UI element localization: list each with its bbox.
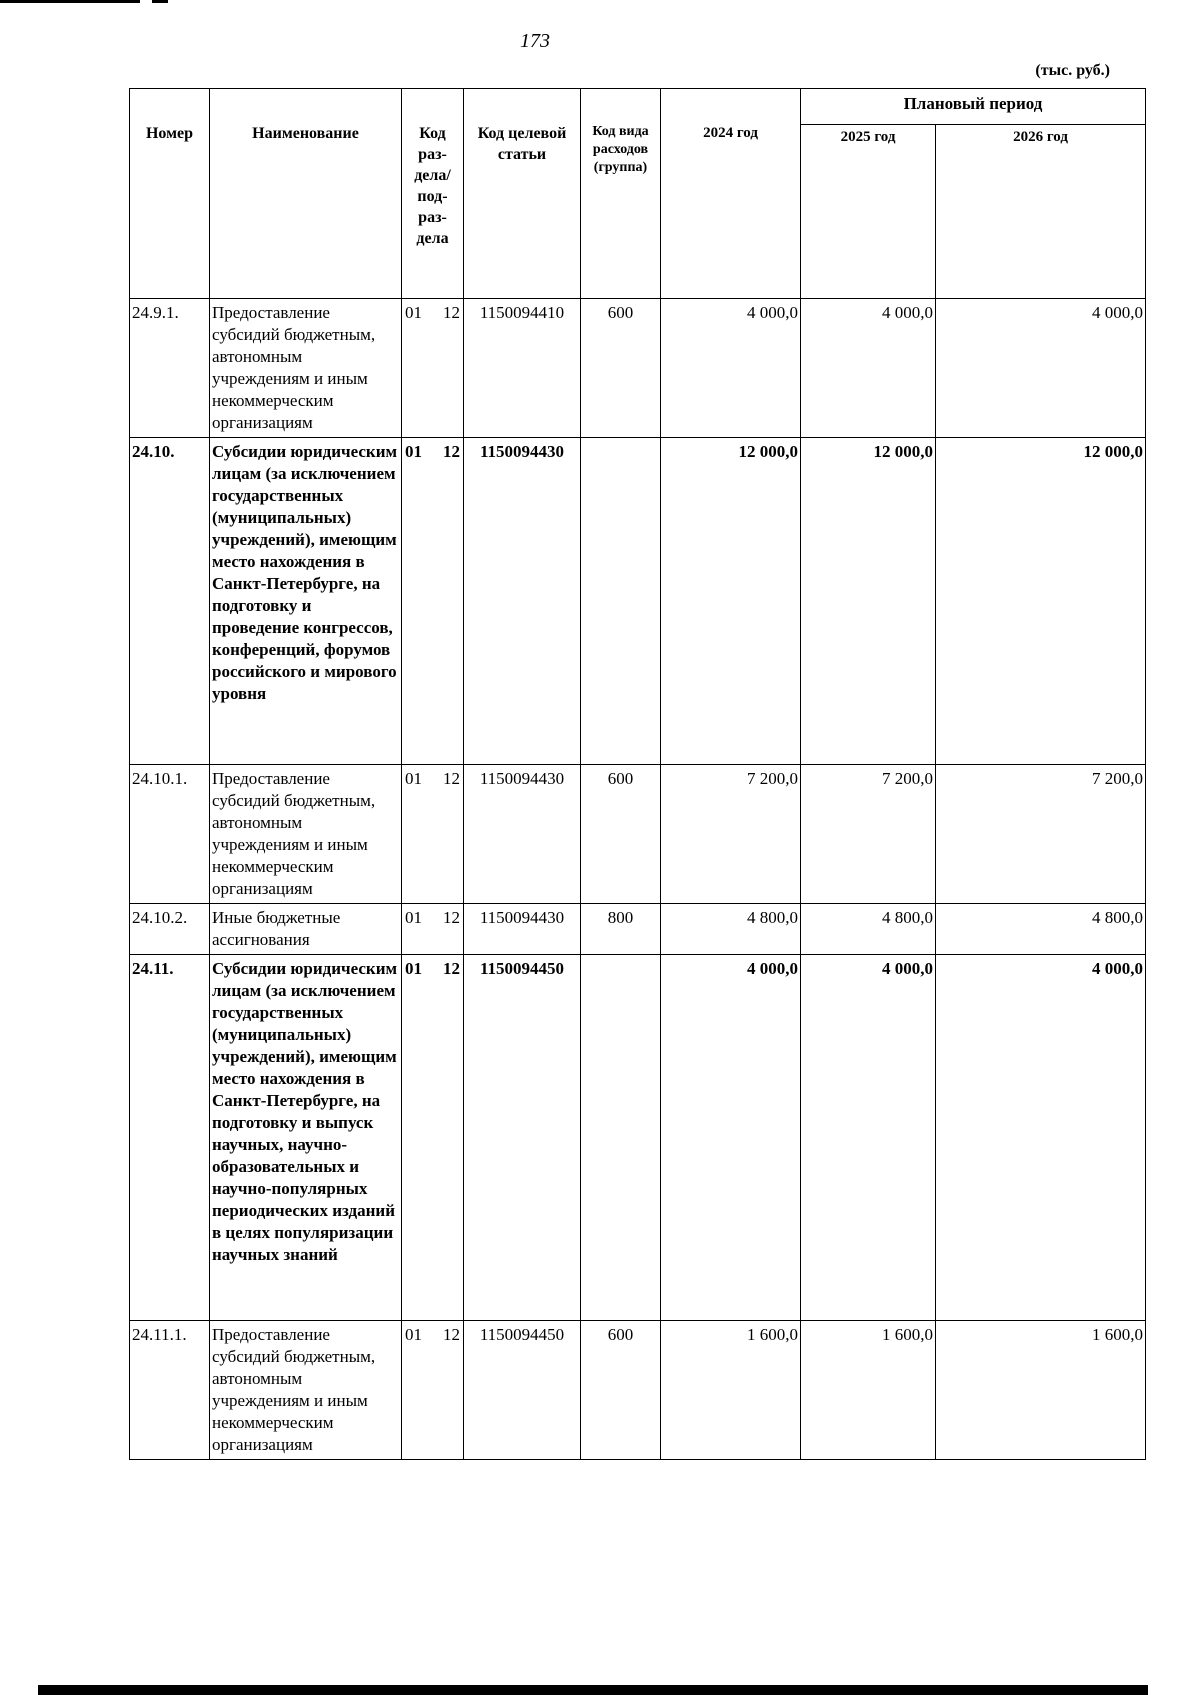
table-row: [130, 955, 1146, 1321]
row-razdel: [402, 438, 464, 765]
header-planning: Плановый период: [801, 89, 1146, 125]
row-razdel: [402, 299, 464, 438]
row-2024: 7 200,0: [661, 765, 801, 904]
podrazdel: 12: [443, 1325, 460, 1344]
row-number: 24.9.1.: [130, 299, 210, 438]
row-2025: 4 800,0: [801, 904, 936, 955]
row-2026: 4 800,0: [936, 904, 1146, 955]
row-exp-type: 600: [581, 1321, 661, 1460]
razdel-code: [404, 302, 461, 324]
podrazdel: 12: [443, 908, 460, 927]
table-row: [130, 299, 1146, 438]
top-rule: [0, 0, 140, 3]
row-target: 1150094410: [464, 299, 581, 438]
row-2025: 4 000,0: [801, 955, 936, 1321]
header-2026: 2026 год: [936, 125, 1146, 299]
row-razdel: [402, 904, 464, 955]
row-2024: 4 800,0: [661, 904, 801, 955]
units-note: (тыс. руб.): [1035, 62, 1110, 79]
razdel: 01: [405, 442, 422, 461]
table-row: [130, 765, 1146, 904]
row-2026: 4 000,0: [936, 955, 1146, 1321]
razdel-code: [404, 441, 461, 463]
table-row: [130, 904, 1146, 955]
top-rule-short: [152, 0, 168, 3]
razdel: 01: [405, 908, 422, 927]
row-target: 1150094450: [464, 955, 581, 1321]
row-2024: 4 000,0: [661, 955, 801, 1321]
row-2026: 1 600,0: [936, 1321, 1146, 1460]
budget-table: [129, 88, 1146, 1460]
row-number: 24.10.: [130, 438, 210, 765]
row-name: Предоставление субсидий бюджетным, автономным учреждениям и иным некоммерческим организациям: [210, 299, 402, 438]
row-name: Предоставление субсидий бюджетным, автономным учреждениям и иным некоммерческим организациям: [210, 1321, 402, 1460]
row-2025: 4 000,0: [801, 299, 936, 438]
row-2026: 7 200,0: [936, 765, 1146, 904]
podrazdel: 12: [443, 959, 460, 978]
row-exp-type: [581, 955, 661, 1321]
header-name: Наименование: [210, 89, 402, 299]
row-razdel: [402, 1321, 464, 1460]
page-number: 173: [520, 30, 550, 52]
row-target: 1150094430: [464, 904, 581, 955]
header-2024: 2024 год: [661, 89, 801, 299]
row-target: 1150094430: [464, 765, 581, 904]
row-name: Субсидии юридическим лицам (за исключением государственных (муниципальных) учреждений), имеющим место нахождения в Санкт-Петербурге, на подготовку и проведение конгрессов, конференций, форумов российского и мирового уровня: [210, 438, 402, 765]
row-target: 1150094430: [464, 438, 581, 765]
row-2026: 4 000,0: [936, 299, 1146, 438]
razdel: 01: [405, 959, 422, 978]
row-2025: 12 000,0: [801, 438, 936, 765]
header-2025: 2025 год: [801, 125, 936, 299]
row-exp-type: 600: [581, 765, 661, 904]
row-number: 24.10.1.: [130, 765, 210, 904]
podrazdel: 12: [443, 303, 460, 322]
row-razdel: [402, 955, 464, 1321]
header-number: Номер: [130, 89, 210, 299]
table-row: [130, 438, 1146, 765]
row-number: 24.11.1.: [130, 1321, 210, 1460]
header-exp-type: Код вида расходов (группа): [581, 89, 661, 299]
row-2026: 12 000,0: [936, 438, 1146, 765]
razdel-code: [404, 768, 461, 790]
row-2024: 1 600,0: [661, 1321, 801, 1460]
header-target: Код целевой статьи: [464, 89, 581, 299]
podrazdel: 12: [443, 442, 460, 461]
row-exp-type: 600: [581, 299, 661, 438]
row-target: 1150094450: [464, 1321, 581, 1460]
row-2025: 7 200,0: [801, 765, 936, 904]
row-exp-type: [581, 438, 661, 765]
header-row-1: [130, 89, 1146, 125]
row-name: Иные бюджетные ассигнования: [210, 904, 402, 955]
row-name: Субсидии юридическим лицам (за исключением государственных (муниципальных) учреждений), имеющим место нахождения в Санкт-Петербурге, на подготовку и выпуск научных, научно-образовательных и научно-популярных периодических изданий в целях популяризации научных знаний: [210, 955, 402, 1321]
razdel-code: [404, 1324, 461, 1346]
row-2024: 12 000,0: [661, 438, 801, 765]
row-name: Предоставление субсидий бюджетным, автономным учреждениям и иным некоммерческим организациям: [210, 765, 402, 904]
row-2024: 4 000,0: [661, 299, 801, 438]
table-row: [130, 1321, 1146, 1460]
row-number: 24.10.2.: [130, 904, 210, 955]
row-exp-type: 800: [581, 904, 661, 955]
razdel-code: [404, 907, 461, 929]
razdel: 01: [405, 769, 422, 788]
header-razdel: Код раз-дела/ под-раз-дела: [402, 89, 464, 299]
row-2025: 1 600,0: [801, 1321, 936, 1460]
podrazdel: 12: [443, 769, 460, 788]
row-number: 24.11.: [130, 955, 210, 1321]
razdel: 01: [405, 1325, 422, 1344]
razdel-code: [404, 958, 461, 980]
table-body: [130, 299, 1146, 1460]
bottom-rule: [38, 1685, 1148, 1695]
razdel: 01: [405, 303, 422, 322]
row-razdel: [402, 765, 464, 904]
